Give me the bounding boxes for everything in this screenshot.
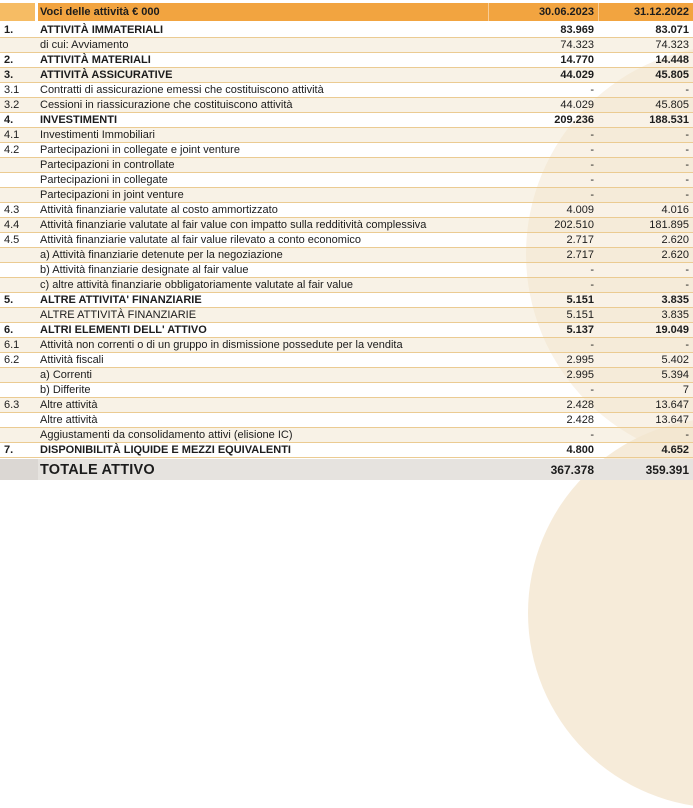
row-label: Attività finanziarie valutate al costo ammortizzato <box>40 204 278 216</box>
row-value-2022: 7 <box>682 384 689 396</box>
row-number: 6.3 <box>4 399 20 411</box>
table-row <box>0 188 693 203</box>
row-label: Attività finanziarie valutate al fair value con impatto sulla redditività complessiva <box>40 219 427 231</box>
table-row <box>0 353 693 368</box>
row-value-2023: - <box>590 264 594 276</box>
row-value-2022: 13.647 <box>655 399 689 411</box>
total-label: TOTALE ATTIVO <box>40 461 155 478</box>
row-number: 1. <box>4 24 14 36</box>
table-header-row <box>0 3 693 21</box>
row-value-2023: - <box>590 144 594 156</box>
header-voci-label: Voci delle attività € 000 <box>40 6 160 18</box>
table-row <box>0 128 693 143</box>
row-value-2023: 202.510 <box>554 219 594 231</box>
row-value-2023: 83.969 <box>560 24 594 36</box>
table-row <box>0 248 693 263</box>
row-value-2022: 14.448 <box>655 54 689 66</box>
row-label: ATTIVITÀ ASSICURATIVE <box>40 69 173 81</box>
header-col-2023: 30.06.2023 <box>488 3 598 21</box>
row-number: 6. <box>4 324 14 336</box>
table-row <box>0 83 693 98</box>
total-main-cell <box>38 459 693 480</box>
table-row <box>0 173 693 188</box>
row-label: ALTRE ATTIVITA' FINANZIARIE <box>40 294 202 306</box>
row-label: di cui: Avviamento <box>40 39 129 51</box>
row-number: 5. <box>4 294 14 306</box>
row-number: 6.2 <box>4 354 20 366</box>
row-value-2022: 188.531 <box>649 114 689 126</box>
row-label: b) Attività finanziarie designate al fair value <box>40 264 249 276</box>
row-value-2022: 3.835 <box>661 294 689 306</box>
table-row <box>0 68 693 83</box>
row-value-2022: - <box>685 189 689 201</box>
table-row <box>0 308 693 323</box>
row-label: Partecipazioni in collegate <box>40 174 168 186</box>
row-value-2023: 2.717 <box>566 249 594 261</box>
row-label: b) Differite <box>40 384 91 396</box>
row-value-2023: - <box>590 189 594 201</box>
row-value-2022: - <box>685 339 689 351</box>
row-label: Altre attività <box>40 399 98 411</box>
row-value-2023: - <box>590 429 594 441</box>
row-label: Attività fiscali <box>40 354 104 366</box>
row-label: Aggiustamenti da consolidamento attivi (elisione IC) <box>40 429 293 441</box>
row-value-2022: - <box>685 129 689 141</box>
row-label: DISPONIBILITÀ LIQUIDE E MEZZI EQUIVALENTI <box>40 444 291 456</box>
row-number: 2. <box>4 54 14 66</box>
header-main-cell <box>38 3 693 21</box>
row-number: 4.4 <box>4 219 20 231</box>
row-value-2022: - <box>685 159 689 171</box>
row-value-2023: 5.151 <box>566 294 594 306</box>
table-row <box>0 53 693 68</box>
table-row <box>0 203 693 218</box>
row-value-2023: 4.800 <box>566 444 594 456</box>
row-value-2023: 2.428 <box>566 414 594 426</box>
row-number: 4.3 <box>4 204 20 216</box>
row-value-2023: - <box>590 339 594 351</box>
row-value-2023: - <box>590 129 594 141</box>
table-row <box>0 113 693 128</box>
row-value-2022: - <box>685 174 689 186</box>
table-row <box>0 338 693 353</box>
row-value-2022: 3.835 <box>661 309 689 321</box>
row-value-2023: 2.995 <box>566 369 594 381</box>
row-number: 4.5 <box>4 234 20 246</box>
row-value-2023: 74.323 <box>560 39 594 51</box>
row-value-2022: 2.620 <box>661 249 689 261</box>
row-value-2023: - <box>590 279 594 291</box>
row-label: ATTIVITÀ IMMATERIALI <box>40 24 164 36</box>
table-row <box>0 263 693 278</box>
row-value-2022: 4.652 <box>661 444 689 456</box>
row-label: ATTIVITÀ MATERIALI <box>40 54 151 66</box>
row-value-2022: 45.805 <box>655 99 689 111</box>
row-label: Contratti di assicurazione emessi che costituiscono attività <box>40 84 324 96</box>
row-value-2023: 4.009 <box>566 204 594 216</box>
row-value-2022: - <box>685 279 689 291</box>
row-number: 6.1 <box>4 339 20 351</box>
row-label: ALTRE ATTIVITÀ FINANZIARIE <box>40 309 197 321</box>
row-value-2022: 4.016 <box>661 204 689 216</box>
row-value-2022: - <box>685 264 689 276</box>
row-value-2023: 2.995 <box>566 354 594 366</box>
table-row <box>0 398 693 413</box>
row-value-2023: 2.717 <box>566 234 594 246</box>
row-value-2022: 2.620 <box>661 234 689 246</box>
row-value-2023: - <box>590 384 594 396</box>
row-number: 3.1 <box>4 84 20 96</box>
row-value-2022: 19.049 <box>655 324 689 336</box>
row-value-2022: 5.394 <box>661 369 689 381</box>
row-label: INVESTIMENTI <box>40 114 118 126</box>
table-row <box>0 383 693 398</box>
row-number: 3. <box>4 69 14 81</box>
row-value-2022: - <box>685 84 689 96</box>
row-label: Investimenti Immobiliari <box>40 129 155 141</box>
table-row <box>0 278 693 293</box>
row-value-2022: 5.402 <box>661 354 689 366</box>
header-col-2022: 31.12.2022 <box>598 3 693 21</box>
table-body <box>0 23 693 458</box>
row-number: 3.2 <box>4 99 20 111</box>
table-row <box>0 413 693 428</box>
row-value-2023: 44.029 <box>560 69 594 81</box>
row-value-2022: 74.323 <box>655 39 689 51</box>
table-row <box>0 428 693 443</box>
table-row <box>0 443 693 458</box>
header-number-cell <box>0 3 35 21</box>
row-number: 4. <box>4 114 14 126</box>
row-number: 4.2 <box>4 144 20 156</box>
row-value-2023: - <box>590 174 594 186</box>
row-label: a) Correnti <box>40 369 92 381</box>
row-label: a) Attività finanziarie detenute per la negoziazione <box>40 249 283 261</box>
row-label: Partecipazioni in controllate <box>40 159 175 171</box>
row-value-2022: - <box>685 144 689 156</box>
row-label: Altre attività <box>40 414 98 426</box>
row-number: 7. <box>4 444 14 456</box>
row-value-2022: 83.071 <box>655 24 689 36</box>
row-value-2023: 5.137 <box>566 324 594 336</box>
total-value-2023: 367.378 <box>550 462 594 477</box>
row-label: Attività finanziarie valutate al fair value rilevato a conto economico <box>40 234 362 246</box>
table-row <box>0 293 693 308</box>
table-row <box>0 98 693 113</box>
row-number: 4.1 <box>4 129 20 141</box>
table-row <box>0 233 693 248</box>
row-value-2023: 14.770 <box>560 54 594 66</box>
row-value-2023: - <box>590 84 594 96</box>
row-value-2022: 181.895 <box>649 219 689 231</box>
row-label: c) altre attività finanziarie obbligatoriamente valutate al fair value <box>40 279 354 291</box>
row-value-2023: 5.151 <box>566 309 594 321</box>
row-value-2022: - <box>685 429 689 441</box>
table-row <box>0 38 693 53</box>
row-label: Attività non correnti o di un gruppo in dismissione possedute per la vendita <box>40 339 403 351</box>
row-value-2023: 2.428 <box>566 399 594 411</box>
row-value-2023: 44.029 <box>560 99 594 111</box>
total-number-cell <box>0 459 38 480</box>
table-row <box>0 158 693 173</box>
row-label: Cessioni in riassicurazione che costituiscono attività <box>40 99 293 111</box>
row-label: ALTRI ELEMENTI DELL' ATTIVO <box>40 324 207 336</box>
row-value-2022: 13.647 <box>655 414 689 426</box>
table-row <box>0 23 693 38</box>
row-label: Partecipazioni in collegate e joint venture <box>40 144 240 156</box>
row-label: Partecipazioni in joint venture <box>40 189 184 201</box>
row-value-2023: 209.236 <box>554 114 594 126</box>
total-value-2022: 359.391 <box>645 462 689 477</box>
table-row <box>0 143 693 158</box>
row-value-2023: - <box>590 159 594 171</box>
table-row <box>0 218 693 233</box>
table-row <box>0 323 693 338</box>
table-row <box>0 368 693 383</box>
total-row <box>0 459 693 480</box>
row-value-2022: 45.805 <box>655 69 689 81</box>
